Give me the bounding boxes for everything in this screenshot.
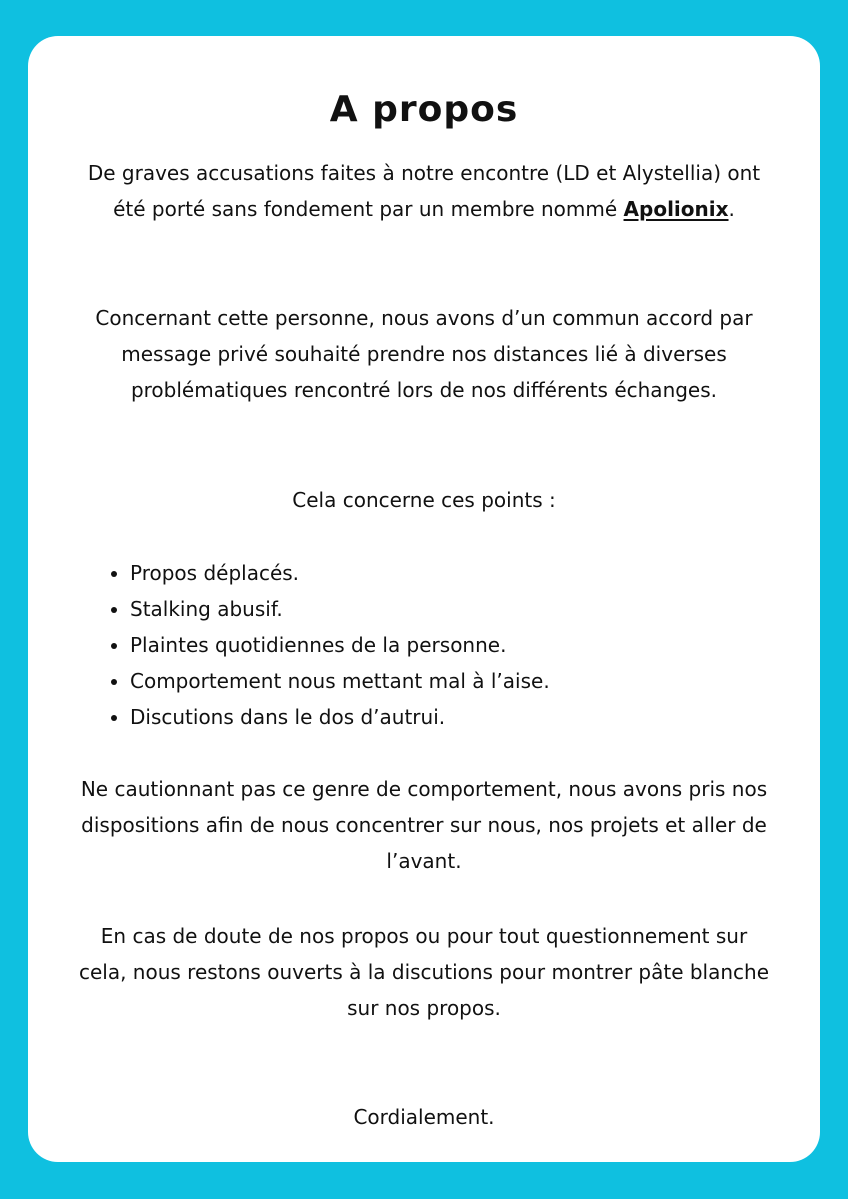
intro-text-end: . bbox=[728, 197, 735, 221]
distance-paragraph: Concernant cette personne, nous avons d’un commun accord par message privé souhaité prendre nos distances lié à diverses problématiques rencontré lors de nos différents échanges. bbox=[95, 306, 753, 402]
list-item: • Propos déplacés. bbox=[130, 555, 770, 591]
stance-paragraph: Ne cautionnant pas ce genre de comportement, nous avons pris nos dispositions afin de nous concentrer sur nous, nos projets et aller de l’avant. bbox=[80, 777, 768, 873]
list-item: • Stalking abusif. bbox=[130, 591, 770, 627]
page-title: A propos bbox=[329, 89, 519, 130]
closing-text: Cordialement. bbox=[353, 1105, 495, 1129]
points-intro: Cela concerne ces points : bbox=[292, 488, 556, 512]
list-item: • Comportement nous mettant mal à l’aise. bbox=[130, 663, 770, 699]
openness-paragraph: En cas de doute de nos propos ou pour tout questionnement sur cela, nous restons ouverts à la discutions pour montrer pâte blanche sur nos propos. bbox=[78, 924, 770, 1020]
points-list bbox=[92, 555, 770, 735]
intro-paragraph bbox=[74, 155, 774, 227]
member-link-apolionix[interactable]: Apolionix bbox=[623, 197, 729, 221]
intro-text: De graves accusations faites à notre encontre (LD et Alystellia) ont été porté sans fondement par un membre nommé bbox=[87, 161, 761, 221]
list-item: • Plaintes quotidiennes de la personne. bbox=[130, 627, 770, 663]
list-item: • Discutions dans le dos d’autrui. bbox=[130, 699, 770, 735]
